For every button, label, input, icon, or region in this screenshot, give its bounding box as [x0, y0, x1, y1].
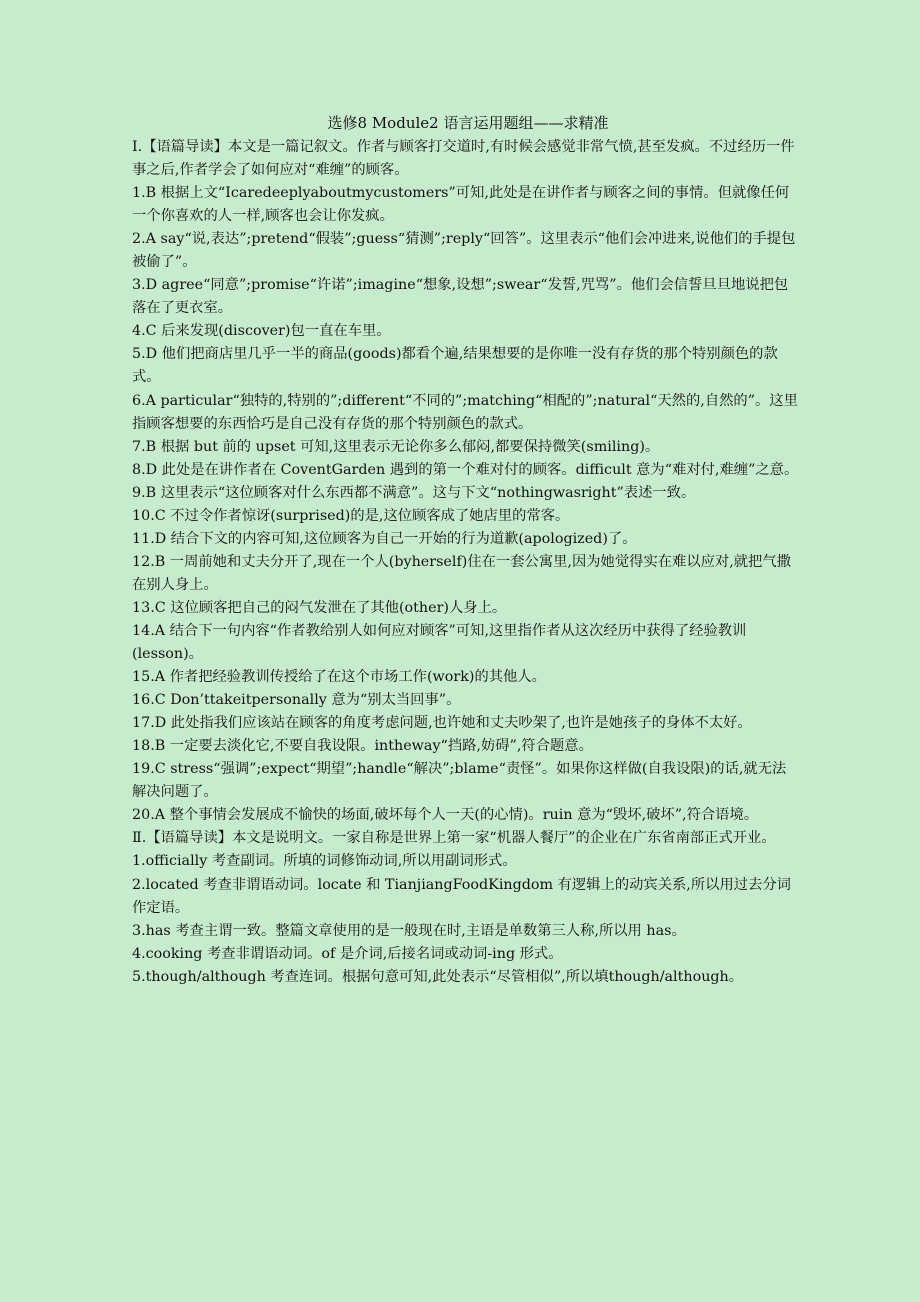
answer-item: 11.D 结合下文的内容可知,这位顾客为自己一开始的行为道歉(apologized)了。	[132, 530, 637, 547]
answer-item: 3.has 考查主谓一致。整篇文章使用的是一般现在时,主语是单数第三人称,所以用 has。	[132, 922, 686, 939]
answer-item: 20.A 整个事情会发展成不愉快的场面,破坏每个人一天(的心情)。ruin 意为“毁坏,破坏”,符合语境。	[132, 807, 759, 824]
answer-item: 1.B 根据上文“Icaredeeplyaboutmycustomers”可知,此处是在讲作者与顾客之间的事情。但就像任何一个你喜欢的人一样,顾客也会让你发疯。	[132, 185, 790, 225]
section-2-intro: Ⅱ.【语篇导读】本文是说明文。一家自称是世界上第一家“机器人餐厅”的企业在广东省南部正式开业。	[132, 830, 776, 847]
answer-item: 2.A say“说,表达”;pretend“假装”;guess“猜测”;reply“回答”。这里表示“他们会冲进来,说他们的手提包被偷了”。	[132, 231, 796, 271]
answer-item: 15.A 作者把经验教训传授给了在这个市场工作(work)的其他人。	[132, 669, 546, 686]
answer-item: 12.B 一周前她和丈夫分开了,现在一个人(byherself)住在一套公寓里,因为她觉得实在难以应对,就把气撒在别人身上。	[132, 553, 791, 593]
answer-item: 16.C Don’ttakeitpersonally 意为“别太当回事”。	[132, 692, 461, 709]
answer-item: 7.B 根据 but 前的 upset 可知,这里表示无论你多么郁闷,都要保持微笑(smiling)。	[132, 438, 660, 455]
answer-item: 4.C 后来发现(discover)包一直在车里。	[132, 323, 391, 340]
answer-item: 6.A particular“独特的,特别的”;different“不同的”;matching“相配的”;natural“天然的,自然的”。这里指顾客想要的东西恰巧是自己没有存货的那个特别颜色的款式。	[132, 392, 798, 432]
answer-item: 8.D 此处是在讲作者在 CoventGarden 遇到的第一个难对付的顾客。difficult 意为“难对付,难缠”之意。	[132, 461, 799, 478]
answer-item: 14.A 结合下一句内容“作者教给别人如何应对顾客”可知,这里指作者从这次经历中获得了经验教训(lesson)。	[132, 622, 747, 663]
page-title: 选修8 Module2 语言运用题组——求精准	[327, 114, 609, 132]
answer-item: 4.cooking 考查非谓语动词。of 是介词,后接名词或动词-ing 形式。	[132, 945, 563, 962]
answer-item: 17.D 此处指我们应该站在顾客的角度考虑问题,也许她和丈夫吵架了,也许是她孩子的身体不太好。	[132, 715, 752, 732]
answer-item: 10.C 不过令作者惊讶(surprised)的是,这位顾客成了她店里的常客。	[132, 507, 570, 524]
answer-content	[132, 136, 800, 989]
answer-item: 5.D 他们把商店里几乎一半的商品(goods)都看个遍,结果想要的是你唯一没有存货的那个特别颜色的款式。	[132, 346, 778, 386]
answer-item: 18.B 一定要去淡化它,不要自我设限。intheway“挡路,妨碍”,符合题意。	[132, 738, 593, 755]
answer-item: 5.though/although 考查连词。根据句意可知,此处表示“尽管相似”,所以填though/although。	[132, 968, 744, 985]
answer-item: 19.C stress“强调”;expect“期望”;handle“解决”;blame“责怪”。如果你这样做(自我设限)的话,就无法解决问题了。	[132, 761, 787, 801]
answer-item: 1.officially 考查副词。所填的词修饰动词,所以用副词形式。	[132, 853, 517, 870]
answer-item: 9.B 这里表示“这位顾客对什么东西都不满意”。这与下文“nothingwasright”表述一致。	[132, 484, 696, 501]
section-1-intro: Ⅰ.【语篇导读】本文是一篇记叙文。作者与顾客打交道时,有时候会感觉非常气愤,甚至发疯。不过经历一件事之后,作者学会了如何应对“难缠”的顾客。	[132, 139, 795, 179]
answer-item: 3.D agree“同意”;promise“许诺”;imagine“想象,设想”;swear“发誓,咒骂”。他们会信誓旦旦地说把包落在了更衣室。	[132, 277, 789, 317]
answer-item: 2.located 考查非谓语动词。locate 和 TianjiangFoodKingdom 有逻辑上的动宾关系,所以用过去分词作定语。	[132, 876, 791, 916]
answer-item: 13.C 这位顾客把自己的闷气发泄在了其他(other)人身上。	[132, 599, 507, 616]
